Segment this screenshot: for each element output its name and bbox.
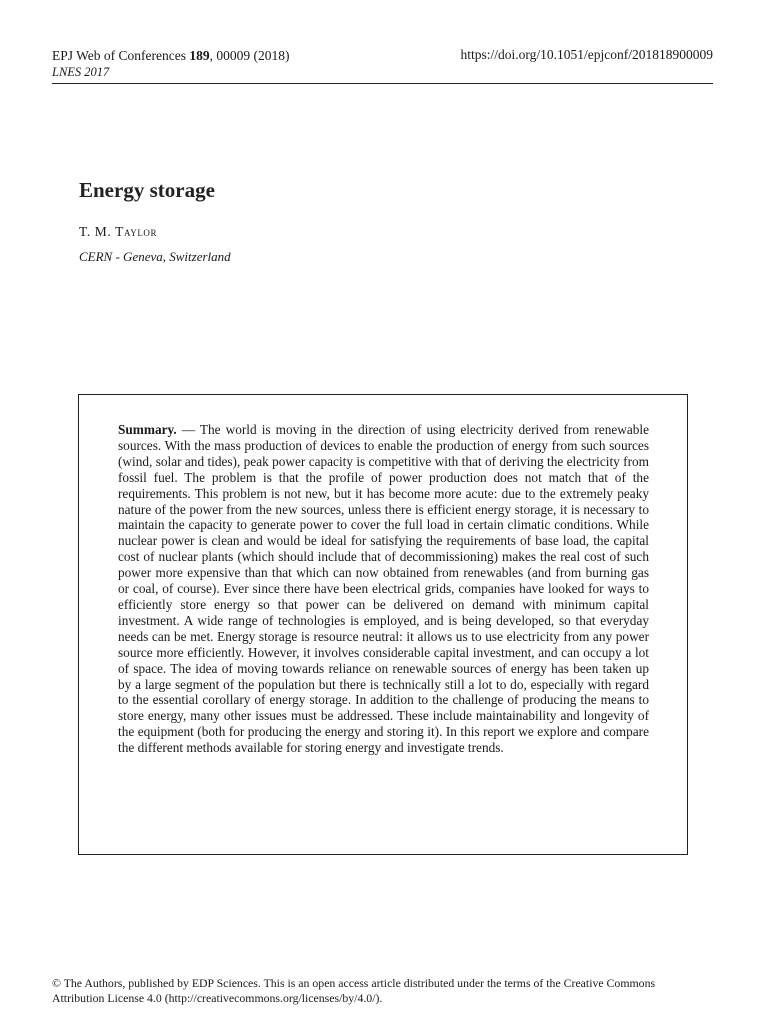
doi-link[interactable]: https://doi.org/10.1051/epjconf/201818900009 [460,47,713,62]
article-author: T. M. Taylor [79,224,158,239]
header-divider [52,83,713,84]
summary-separator: — [176,422,200,437]
journal-name: EPJ Web of Conferences [52,48,187,63]
summary-label: Summary. [118,422,177,437]
article-title: Energy storage [79,178,215,202]
conference-name: LNES 2017 [52,65,110,79]
journal-citation [52,47,290,64]
author-affiliation: CERN - Geneva, Switzerland [79,249,231,264]
license-footer [52,976,717,1006]
summary-paragraph [118,422,649,756]
summary-box [78,394,688,855]
license-line-2: Attribution License 4.0 (http://creativecommons.org/licenses/by/4.0/). [52,991,383,1005]
journal-volume: 189 [189,48,210,63]
summary-body: The world is moving in the direction of using electricity derived from renewable sources. With the mass production of devices to enable the production of energy from such sources (wind, solar and tides), peak power capacity is competitive with that of deriving the electricity from fossil fuel. The problem is that the profile of power production does not match that of the requirements. This problem is not new, but it has become more acute: due to the extremely peaky nature of the power from the new sources, unless there is efficient energy storage, it is necessary to maintain the capacity to generate power to cover the full load in certain climatic conditions. While nuclear power is clean and would be ideal for satisfying the requirements of base load, the capital cost of nuclear plants (which should include that of decommissioning) makes the real cost of such power more expensive than that which can now obtained from renewables (and from burning gas or coal, of course). Ever since there have been electrical grids, companies have looked for ways to efficiently store energy so that power can be delivered on demand with minimum capital investment. A wide range of technologies is employed, and is being developed, so that everyday needs can be met. Energy storage is resource neutral: it allows us to use electricity from any power source more efficiently. However, it involves considerable capital investment, and can occupy a lot of space. The idea of moving towards reliance on renewable sources of energy has been taken up by a large segment of the population but there is technically still a lot to do, especially with regard to the essential corollary of energy storage. In addition to the challenge of producing the means to store energy, many other issues must be addressed. These include maintainability and longevity of the equipment (both for producing the energy and storing it). In this report we explore and compare the different methods available for storing energy and investigate trends. [118,422,649,756]
license-line-1: © The Authors, published by EDP Sciences. This is an open access article distributed under the terms of the Creative Commons [52,976,656,990]
journal-article-info: , 00009 (2018) [209,48,290,63]
